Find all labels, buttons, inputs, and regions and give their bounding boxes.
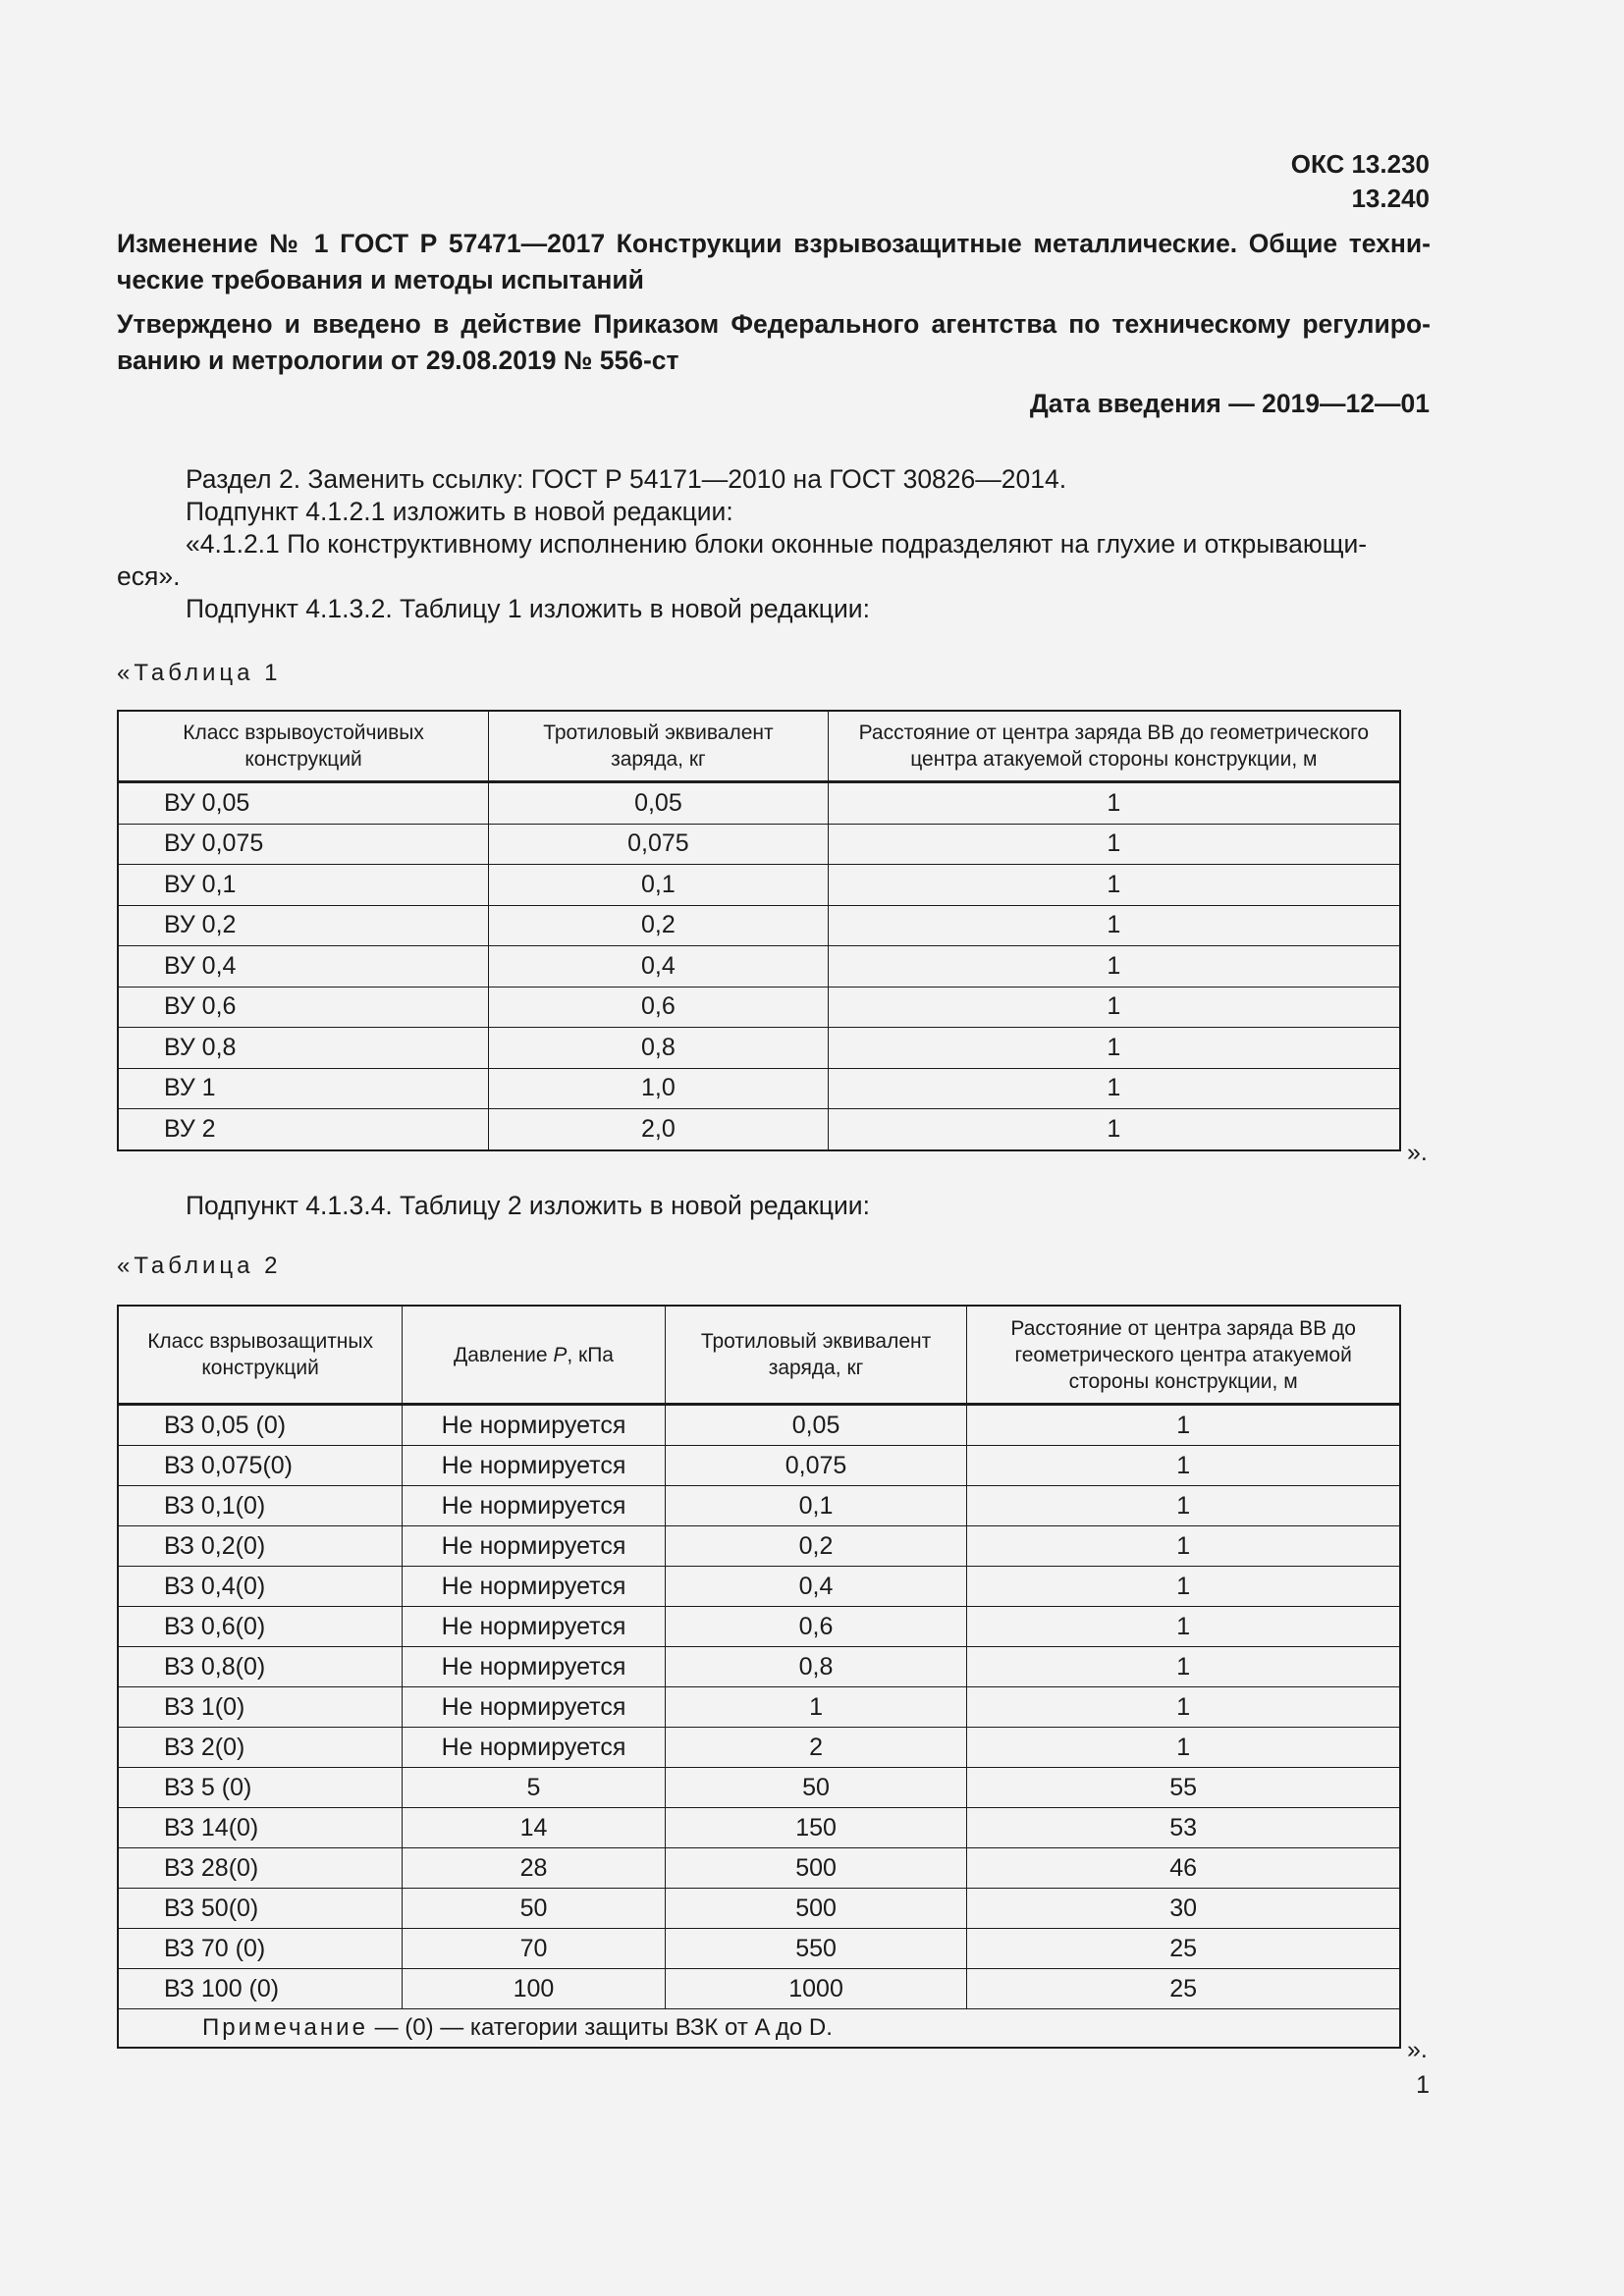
note-label: Примечание	[202, 2014, 368, 2041]
table-header-cell: Класс взрывозащитных конструкций	[118, 1306, 403, 1405]
table-row	[118, 946, 1400, 988]
table-cell: 0,8	[665, 1647, 967, 1687]
table-cell: 25	[967, 1969, 1400, 2009]
table-cell: 1	[828, 905, 1400, 946]
text-line-section2: Раздел 2. Заменить ссылку: ГОСТ Р 54171—2010 на ГОСТ 30826—2014.	[186, 464, 1067, 494]
table-cell: ВЗ 0,4(0)	[118, 1567, 403, 1607]
table-row	[118, 1969, 1400, 2009]
text-line-quote: «4.1.2.1 По конструктивному исполнению блоки оконные подразделяют на глухие и открывающи-	[186, 529, 1368, 559]
table-cell: ВЗ 2(0)	[118, 1728, 403, 1768]
table-cell: 1	[967, 1607, 1400, 1647]
table-cell: 46	[967, 1848, 1400, 1889]
table-row	[118, 1109, 1400, 1150]
table-cell: 0,2	[665, 1526, 967, 1567]
table-header-cell: Тротиловый эквивалент заряда, кг	[489, 711, 829, 782]
table-header-cell: Расстояние от центра заряда ВВ до геометрического центра атакуемой стороны конструкции, м	[828, 711, 1400, 782]
table-cell: 0,075	[489, 824, 829, 865]
table-cell: ВУ 0,4	[118, 946, 489, 988]
table-2	[117, 1305, 1401, 2049]
table-cell: Не нормируется	[403, 1728, 666, 1768]
table-cell: 1	[967, 1728, 1400, 1768]
table-1-end-quote: ».	[1407, 1139, 1428, 1166]
table-cell: ВУ 1	[118, 1068, 489, 1109]
table-cell: 100	[403, 1969, 666, 2009]
table-2-end-quote: ».	[1407, 2036, 1428, 2063]
table-cell: ВУ 0,1	[118, 865, 489, 906]
table-cell: ВЗ 0,6(0)	[118, 1607, 403, 1647]
table-cell: 5	[403, 1768, 666, 1808]
table-cell: Не нормируется	[403, 1446, 666, 1486]
table-row	[118, 1405, 1400, 1446]
table-cell: Не нормируется	[403, 1405, 666, 1446]
table-cell: Не нормируется	[403, 1687, 666, 1728]
table-cell: ВУ 0,075	[118, 824, 489, 865]
table-cell: ВЗ 0,2(0)	[118, 1526, 403, 1567]
table-header-cell: Тротиловый эквивалент заряда, кг	[665, 1306, 967, 1405]
table-cell: 1	[828, 824, 1400, 865]
table-row	[118, 1446, 1400, 1486]
table-2-body	[118, 1405, 1400, 2009]
table-cell: 1,0	[489, 1068, 829, 1109]
table-cell: 1	[967, 1687, 1400, 1728]
table-cell: ВЗ 0,075(0)	[118, 1446, 403, 1486]
table-cell: 1	[828, 865, 1400, 906]
table-cell: ВЗ 1(0)	[118, 1687, 403, 1728]
table-cell: Не нормируется	[403, 1526, 666, 1567]
table-cell: 55	[967, 1768, 1400, 1808]
table-cell: 0,1	[665, 1486, 967, 1526]
text-line-subclause-4134: Подпункт 4.1.3.4. Таблицу 2 изложить в новой редакции:	[186, 1191, 870, 1220]
table-cell: ВУ 0,2	[118, 905, 489, 946]
table-cell: ВЗ 28(0)	[118, 1848, 403, 1889]
text-line-subclause-4132: Подпункт 4.1.3.2. Таблицу 1 изложить в новой редакции:	[186, 594, 870, 623]
table-row	[118, 905, 1400, 946]
table-cell: Не нормируется	[403, 1486, 666, 1526]
table-note-row	[118, 2009, 1400, 2049]
table-cell: 30	[967, 1889, 1400, 1929]
table-cell: ВЗ 50(0)	[118, 1889, 403, 1929]
table-cell: 53	[967, 1808, 1400, 1848]
okc-line-1: ОКС 13.230	[1290, 149, 1430, 179]
amendment-text	[117, 463, 1431, 625]
table-cell: 1	[967, 1647, 1400, 1687]
table-row	[118, 1068, 1400, 1109]
table-cell: ВЗ 0,1(0)	[118, 1486, 403, 1526]
table-row	[118, 865, 1400, 906]
table-cell: 1	[967, 1405, 1400, 1446]
table-cell: 0,1	[489, 865, 829, 906]
effective-date: Дата введения — 2019—12—01	[1029, 389, 1430, 418]
table-cell: 0,6	[489, 987, 829, 1028]
table-cell: ВЗ 5 (0)	[118, 1768, 403, 1808]
table-cell: 14	[403, 1808, 666, 1848]
table-cell: 0,4	[665, 1567, 967, 1607]
table-cell: ВУ 0,6	[118, 987, 489, 1028]
table-cell: ВЗ 0,8(0)	[118, 1647, 403, 1687]
table-cell: 550	[665, 1929, 967, 1969]
table-cell: 1	[967, 1526, 1400, 1567]
table-cell: 0,8	[489, 1028, 829, 1069]
table-row	[118, 1567, 1400, 1607]
table-header-cell: Давление P, кПа	[403, 1306, 666, 1405]
table-cell: 2,0	[489, 1109, 829, 1150]
table-cell: ВУ 0,8	[118, 1028, 489, 1069]
table-cell: 0,2	[489, 905, 829, 946]
table-cell: 50	[403, 1889, 666, 1929]
table-cell: 1	[967, 1446, 1400, 1486]
table-cell: ВЗ 70 (0)	[118, 1929, 403, 1969]
table-1	[117, 710, 1401, 1151]
table-1-caption: «Таблица 1	[117, 660, 282, 686]
table-cell: ВУ 0,05	[118, 782, 489, 825]
table-header-row	[118, 711, 1400, 782]
table-row	[118, 1929, 1400, 1969]
table-cell: 2	[665, 1728, 967, 1768]
table-cell: 1	[828, 782, 1400, 825]
table-cell: 1	[967, 1486, 1400, 1526]
table-cell: 25	[967, 1929, 1400, 1969]
table-cell: 150	[665, 1808, 967, 1848]
table-row	[118, 1647, 1400, 1687]
table-row	[118, 782, 1400, 825]
table-cell: 70	[403, 1929, 666, 1969]
table-header-cell: Расстояние от центра заряда ВВ до геометрического центра атакуемой стороны конструкции, м	[967, 1306, 1400, 1405]
table-cell: 0,6	[665, 1607, 967, 1647]
text-line-subclause-4121: Подпункт 4.1.2.1 изложить в новой редакции:	[186, 497, 733, 526]
approval-statement: Утверждено и введено в действие Приказом Федерального агентства по техническому регулиро-ванию и метрологии от 29.08.2019 № 556-ст	[117, 309, 1431, 375]
table-cell: ВЗ 14(0)	[118, 1808, 403, 1848]
okc-code	[1291, 147, 1430, 216]
table-row	[118, 1687, 1400, 1728]
page-number: 1	[1416, 2071, 1430, 2099]
table-2-caption: «Таблица 2	[117, 1253, 282, 1279]
table-cell: 0,05	[665, 1405, 967, 1446]
table-cell: Не нормируется	[403, 1567, 666, 1607]
table-row	[118, 1848, 1400, 1889]
table-cell: ВЗ 0,05 (0)	[118, 1405, 403, 1446]
table-row	[118, 1526, 1400, 1567]
table-row	[118, 824, 1400, 865]
table-row	[118, 1768, 1400, 1808]
note-text: — (0) — категории защиты ВЗК от A до D.	[367, 2014, 833, 2041]
table-cell: ВУ 2	[118, 1109, 489, 1150]
text-line-quote-cont: еся».	[117, 561, 181, 591]
table-cell: 0,075	[665, 1446, 967, 1486]
table-cell: Не нормируется	[403, 1607, 666, 1647]
table-row	[118, 1486, 1400, 1526]
table-row	[118, 1607, 1400, 1647]
table-note	[118, 2009, 1400, 2049]
amendment-title: Изменение № 1 ГОСТ Р 57471—2017 Конструкции взрывозащитные металлические. Общие техни-ческие требования и методы испытаний	[117, 229, 1431, 294]
table-header-cell: Класс взрывоустойчивых конструкций	[118, 711, 489, 782]
table-cell: 1	[828, 1068, 1400, 1109]
table-cell: 0,4	[489, 946, 829, 988]
table-cell: 1	[828, 1109, 1400, 1150]
table-cell: 1	[665, 1687, 967, 1728]
table-cell: 1	[828, 1028, 1400, 1069]
table-row	[118, 1889, 1400, 1929]
table-1-body	[118, 782, 1400, 1150]
table-row	[118, 1728, 1400, 1768]
table-header-row	[118, 1306, 1400, 1405]
table-cell: 1	[967, 1567, 1400, 1607]
okc-line-2: 13.240	[1351, 184, 1430, 213]
table-cell: 1	[828, 946, 1400, 988]
table-cell: 50	[665, 1768, 967, 1808]
table-cell: 0,05	[489, 782, 829, 825]
table-cell: 1000	[665, 1969, 967, 2009]
table-row	[118, 1808, 1400, 1848]
table-cell: ВЗ 100 (0)	[118, 1969, 403, 2009]
table-cell: 1	[828, 987, 1400, 1028]
table-row	[118, 1028, 1400, 1069]
table-cell: Не нормируется	[403, 1647, 666, 1687]
table-row	[118, 987, 1400, 1028]
table-cell: 500	[665, 1848, 967, 1889]
table-cell: 28	[403, 1848, 666, 1889]
table-cell: 500	[665, 1889, 967, 1929]
